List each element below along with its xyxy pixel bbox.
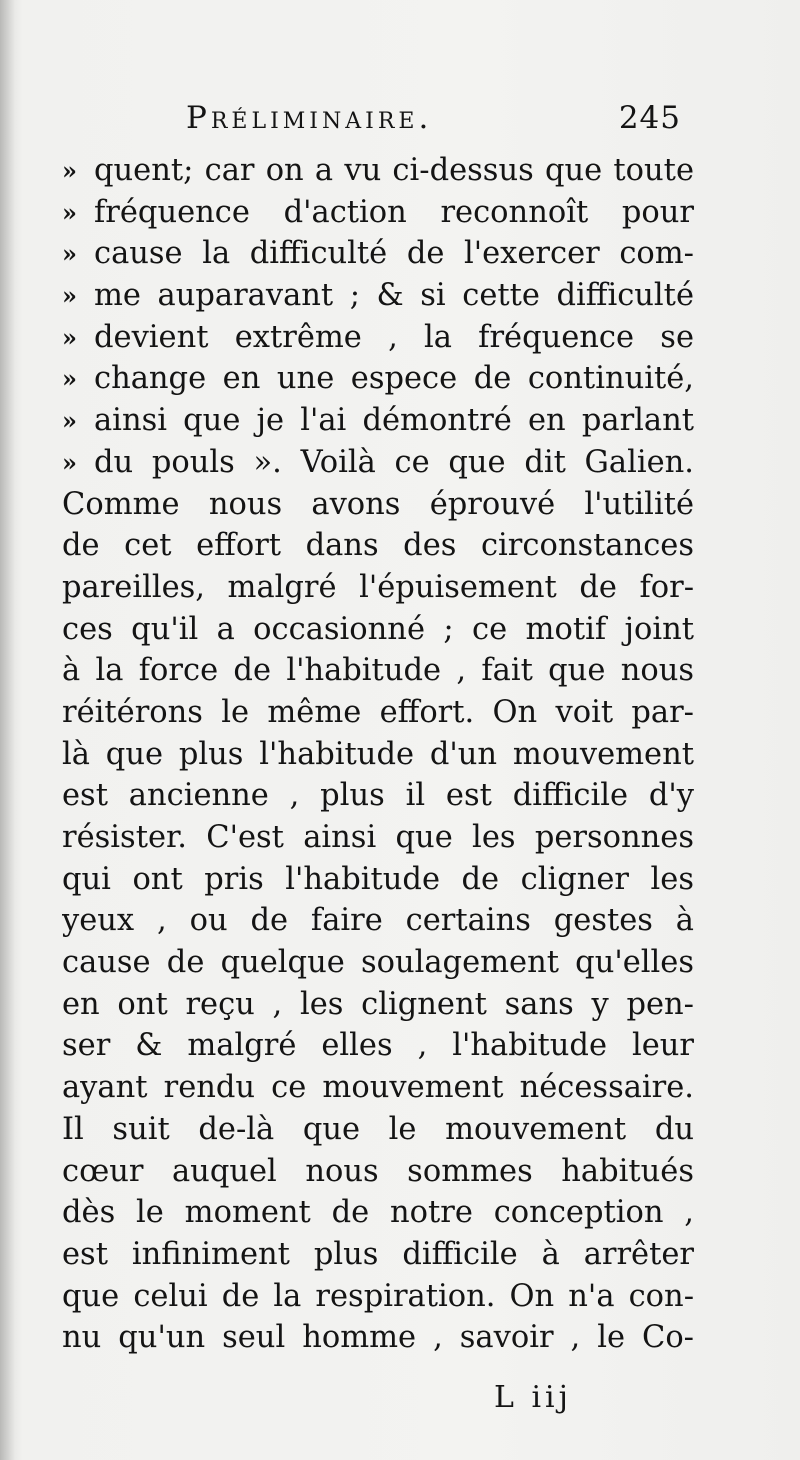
line-text: réitérons le même effort. On voit par-	[62, 694, 694, 730]
line-text: en ont reçu , les clignent sans y pen-	[62, 986, 694, 1022]
text-line	[62, 1151, 694, 1193]
line-text: change en une espece de continuité,	[94, 361, 694, 397]
text-line	[62, 1276, 694, 1318]
text-line	[62, 692, 694, 734]
quote-mark: »	[62, 281, 77, 311]
running-head	[186, 96, 681, 140]
line-text: dès le moment de notre conception ,	[62, 1195, 694, 1231]
text-line	[62, 609, 694, 651]
line-text: Comme nous avons éprouvé l'utilité	[62, 486, 694, 522]
line-text: là que plus l'habitude d'un mouvement	[62, 736, 694, 772]
text-line	[62, 1067, 694, 1109]
text-line	[62, 650, 694, 692]
text-line	[62, 817, 694, 859]
line-text: est infiniment plus difficile à arrêter	[62, 1236, 694, 1272]
text-line	[62, 1192, 694, 1234]
line-text: pareilles, malgré l'épuisement de for-	[62, 569, 694, 605]
text-line	[62, 1234, 694, 1276]
quoted-line	[62, 358, 694, 400]
quote-mark: »	[62, 197, 77, 227]
quote-mark: »	[62, 364, 77, 394]
quote-mark: »	[62, 447, 77, 477]
line-text: Il suit de-là que le mouvement du	[62, 1111, 694, 1147]
quoted-line	[62, 150, 694, 192]
page-number: 245	[618, 100, 681, 136]
line-text: yeux , ou de faire certains gestes à	[62, 903, 694, 939]
line-text: quent; car on a vu ci-dessus que toute	[94, 153, 694, 188]
text-line	[62, 1109, 694, 1151]
text-line	[62, 859, 694, 901]
line-text: ser & malgré elles , l'habitude leur	[62, 1028, 694, 1064]
running-head-title: Préliminaire.	[186, 100, 433, 136]
quote-mark: »	[62, 322, 77, 352]
line-text: que celui de la respiration. On n'a con-	[62, 1278, 694, 1314]
line-text: résister. C'est ainsi que les personnes	[62, 820, 694, 855]
text-line	[62, 567, 694, 609]
line-text: ces qu'il a occasionné ; ce motif joint	[62, 611, 694, 647]
line-text: à la force de l'habitude , fait que nous	[62, 653, 694, 689]
quoted-line	[62, 233, 694, 275]
binding-shadow	[0, 0, 14, 1460]
line-text: de cet effort dans des circonstances	[62, 528, 694, 564]
text-line	[62, 1025, 694, 1067]
line-text: cause de quelque soulagement qu'elles	[62, 945, 694, 981]
text-line	[62, 484, 694, 526]
text-line	[62, 734, 694, 776]
line-text: ayant rendu ce mouvement nécessaire.	[62, 1070, 694, 1106]
text-line	[62, 900, 694, 942]
signature-mark: L iij	[494, 1380, 572, 1415]
line-text: devient extrême , la fréquence se	[94, 319, 694, 355]
quote-mark: »	[62, 156, 77, 185]
line-text: me auparavant ; & si cette difficulté	[94, 278, 694, 314]
text-line	[62, 942, 694, 984]
line-text: ainsi que je l'ai démontré en parlant	[94, 403, 694, 439]
quote-mark: »	[62, 239, 77, 269]
line-text: fréquence d'action reconnoît pour	[94, 194, 694, 230]
text-line	[62, 984, 694, 1026]
text-block	[62, 150, 694, 1359]
quoted-line	[62, 400, 694, 442]
quoted-line	[62, 317, 694, 359]
text-line	[62, 1317, 694, 1359]
line-text: du pouls ». Voilà ce que dit Galien.	[94, 444, 694, 480]
line-text: qui ont pris l'habitude de cligner les	[62, 861, 694, 897]
quoted-line	[62, 275, 694, 317]
quote-mark: »	[62, 406, 77, 436]
text-line	[62, 775, 694, 817]
line-text: cœur auquel nous sommes habitués	[62, 1153, 694, 1189]
quoted-line	[62, 192, 694, 234]
quoted-line	[62, 442, 694, 484]
text-line	[62, 525, 694, 567]
line-text: cause la difficulté de l'exercer com-	[94, 236, 694, 272]
line-text: nu qu'un seul homme , savoir , le Co-	[62, 1320, 694, 1356]
line-text: est ancienne , plus il est difficile d'y	[62, 778, 694, 814]
